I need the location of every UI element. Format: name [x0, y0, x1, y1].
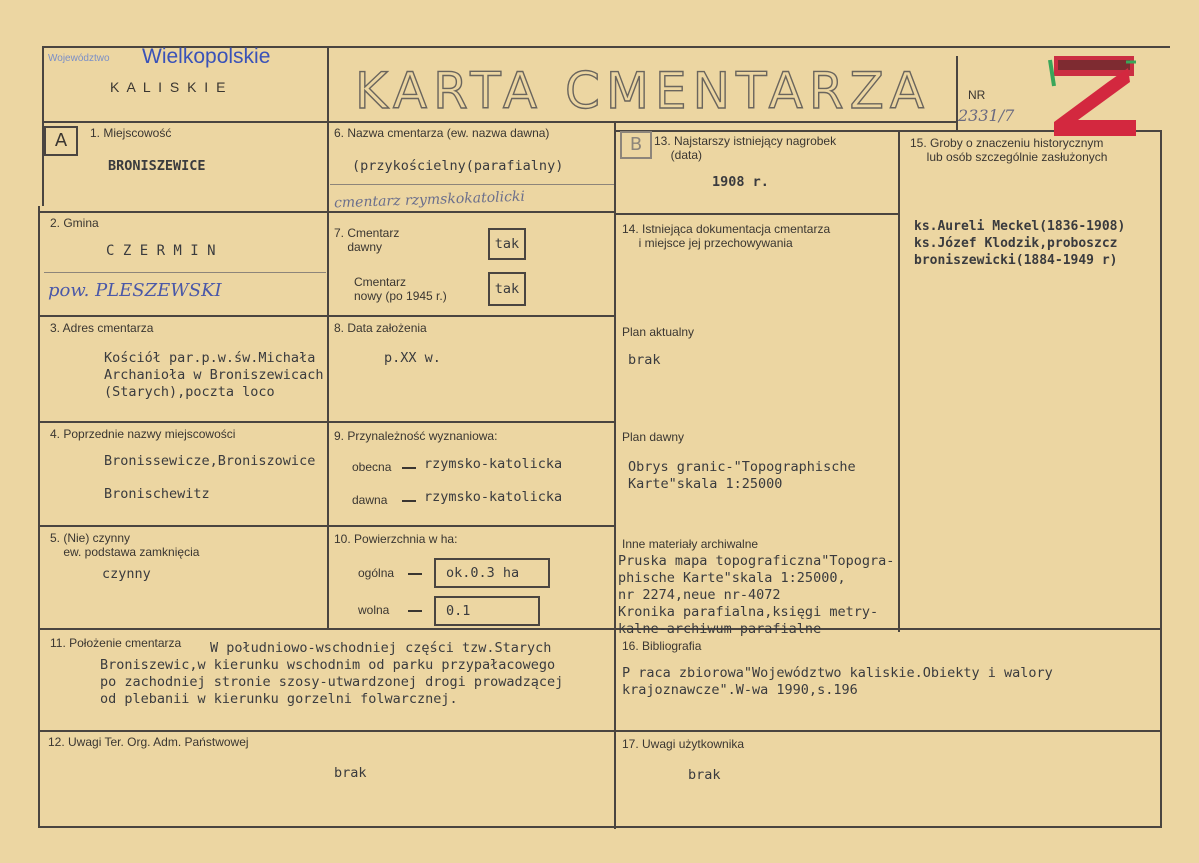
s9-dash-2: [402, 500, 416, 502]
s13-label: 13. Najstarszy istniejący nagrobek (data): [654, 134, 837, 162]
s1-label: 1. Miejscowość: [90, 126, 172, 140]
s12-value: brak: [334, 765, 367, 781]
s12-label: 12. Uwagi Ter. Org. Adm. Państwowej: [48, 735, 249, 749]
s10-dash-1: [408, 573, 422, 575]
s15-value: ks.Aureli Meckel(1836-1908) ks.Józef Klodzik,proboszcz broniszewicki(1884-1949 r): [914, 219, 1126, 268]
s14-plan-old-value: Obrys granic-"Topographische Karte"skala 1:25000: [628, 459, 856, 492]
voivodeship-prefix: Województwo: [48, 53, 110, 64]
s7-old-value: tak: [488, 228, 526, 260]
s17-label: 17. Uwagi użytkownika: [622, 737, 745, 751]
s7-old-label: 7. Cmentarz dawny: [334, 226, 400, 254]
s10-label: 10. Powierzchnia w ha:: [334, 532, 458, 546]
s2-label: 2. Gmina: [50, 216, 99, 230]
s6-value: (przykościelny(parafialny): [352, 158, 564, 174]
frame-bottom: [38, 826, 1162, 828]
s6-handwritten: cmentarz rzymskokatolicki: [333, 188, 526, 212]
row-4-top: [40, 421, 615, 423]
s5-label: 5. (Nie) czynny ew. podstawa zamknięcia: [50, 531, 200, 559]
s4-value-2: Bronischewitz: [104, 486, 210, 502]
s14-other-value: Pruska mapa topograficzna"Topogra- phische Karte"skala 1:25000, nr 2274,neue nr-4072 Kronika parafialna,księgi metry- kalne-archiwum parafialne: [618, 553, 895, 637]
s16-value: P raca zbiorowa"Województwo kaliskie.Obiekty i walory krajoznawcze".W-wa 1990,s.196: [622, 665, 1053, 698]
row-12-top: [38, 730, 1162, 732]
s10-free-label: wolna: [358, 603, 390, 617]
s11-value-rest: Broniszewic,w kierunku wschodnim od parku przypałacowego po zachodniej stronie szosy-utwardzonej drogi prowadzącej od plebanii w kierunku gorzelni folwarcznej.: [100, 657, 564, 707]
s16-label: 16. Bibliografia: [622, 639, 702, 653]
s10-total-label: ogólna: [358, 566, 395, 580]
s14-plan-current-label: Plan aktualny: [622, 325, 695, 339]
nr-value: 2331/7: [958, 106, 1015, 125]
s4-label: 4. Poprzednie nazwy miejscowości: [50, 427, 236, 441]
col-divider-1: [327, 46, 329, 630]
s1-value: BRONISZEWICE: [108, 158, 206, 174]
s14-plan-old-label: Plan dawny: [622, 430, 685, 444]
s9-former-label: dawna: [352, 493, 388, 507]
card-title: KARTA CMENTARZA: [355, 62, 931, 120]
s7-new-label: Cmentarz nowy (po 1945 r.): [354, 275, 447, 303]
section-a-badge: A: [44, 126, 78, 156]
s6-label: 6. Nazwa cmentarza (ew. nazwa dawna): [334, 126, 550, 140]
s2-value: C Z E R M I N: [106, 243, 216, 259]
s5-value: czynny: [102, 566, 151, 582]
s6-separator: [330, 184, 614, 185]
row-5-top: [40, 525, 615, 527]
s14-other-label: Inne materiały archiwalne: [622, 537, 759, 551]
voivodeship-stamp: Wielkopolskie: [142, 45, 271, 68]
s7-new-value: tak: [488, 272, 526, 306]
s14-label: 14. Istniejąca dokumentacja cmentarza i miejsce jej przechowywania: [622, 222, 831, 250]
s4-value-1: Bronissewicze,Broniszowice: [104, 453, 316, 469]
section-b-badge: B: [620, 131, 652, 159]
s11-label: 11. Położenie cmentarza: [50, 636, 182, 650]
red-z-marker: [1044, 52, 1140, 136]
row-14-top: [614, 213, 899, 215]
s9-dash-1: [402, 467, 416, 469]
region-name: K A L I S K I E: [110, 79, 228, 95]
s15-label: 15. Groby o znaczeniu historycznym lub osób szczególnie zasłużonych: [910, 136, 1108, 164]
s14-other-edge: [898, 556, 900, 630]
s10-total-value: ok.0.3 ha: [434, 558, 550, 588]
row-2-top: [40, 211, 615, 213]
gmina-separator: [44, 272, 326, 273]
s14-plan-current-value: brak: [628, 352, 661, 368]
s9-label: 9. Przynależność wyznaniowa:: [334, 429, 498, 443]
s3-label: 3. Adres cmentarza: [50, 321, 154, 335]
col-divider-2: [614, 121, 616, 829]
s3-value: Kościół par.p.w.św.Michała Archanioła w Broniszewicach (Starych),poczta loco: [104, 350, 324, 400]
s9-current-value: rzymsko-katolicka: [424, 456, 563, 472]
s17-value: brak: [688, 767, 721, 783]
frame-left-bottom: [38, 206, 40, 828]
frame-right: [1160, 130, 1162, 828]
header-bottom: [42, 121, 956, 123]
s8-value: p.XX w.: [384, 350, 441, 366]
s9-current-label: obecna: [352, 460, 392, 474]
s11-value-first: W południowo-wschodniej części tzw.Starych: [210, 640, 552, 656]
s9-former-value: rzymsko-katolicka: [424, 489, 563, 505]
s10-free-value: 0.1: [434, 596, 540, 626]
s13-value: 1908 r.: [712, 174, 769, 190]
s2-handwritten-county: pow. PLESZEWSKI: [48, 280, 222, 301]
nr-label: NR: [968, 88, 986, 102]
s8-label: 8. Data założenia: [334, 321, 427, 335]
s10-dash-2: [408, 610, 422, 612]
row-11-top: [38, 628, 1162, 630]
row-3-top: [40, 315, 615, 317]
